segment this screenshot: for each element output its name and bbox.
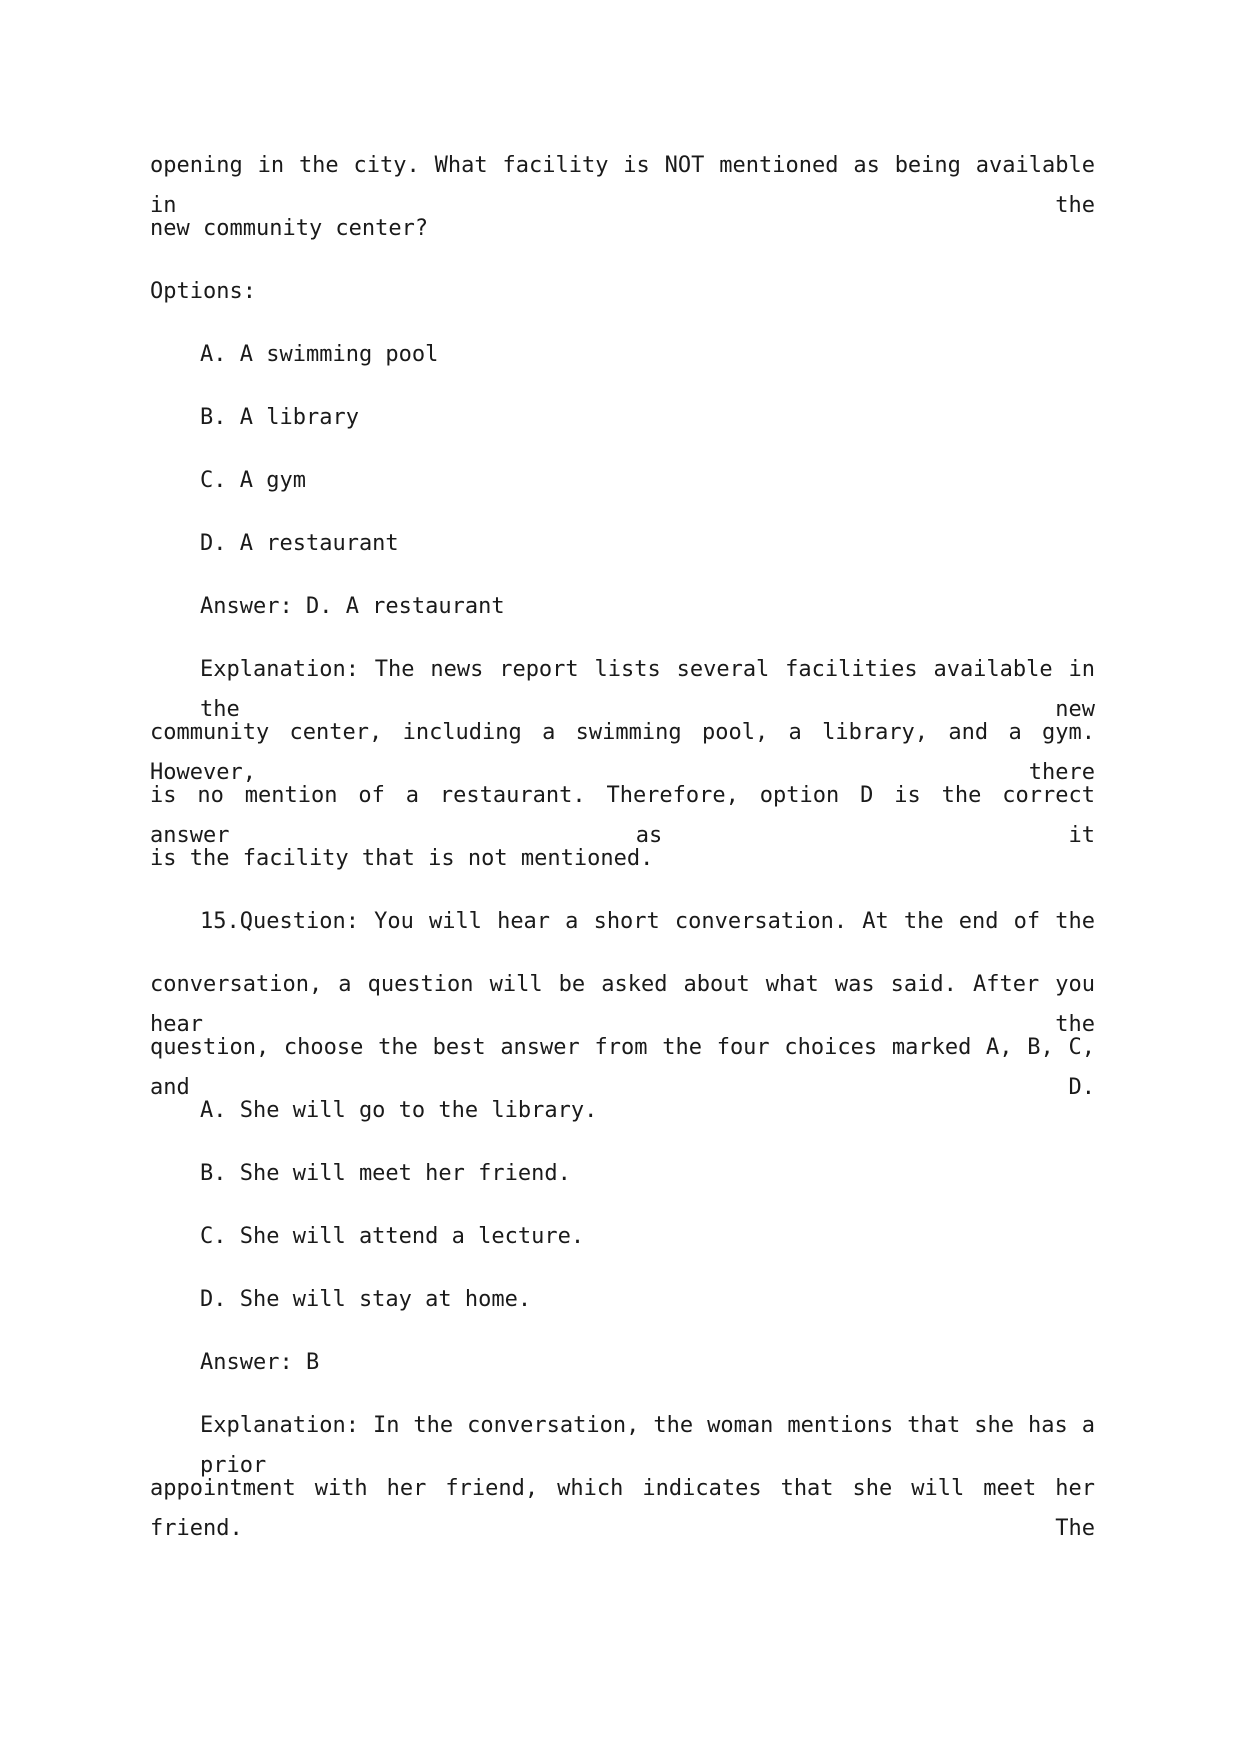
option-a: A. She will go to the library. <box>200 1098 598 1123</box>
explanation-line: Explanation: In the conversation, the woman mentions that she has a prior <box>200 1413 1095 1478</box>
explanation-line: Explanation: The news report lists several facilities available in the new <box>200 657 1095 722</box>
explanation-line: is the facility that is not mentioned. <box>150 846 654 871</box>
answer-text: Answer: D. A restaurant <box>200 594 505 619</box>
option-b: B. She will meet her friend. <box>200 1161 571 1186</box>
question-14-text-line: opening in the city. What facility is NOT mentioned as being available in the <box>150 153 1095 218</box>
question-15-line: 15.Question: You will hear a short conversation. At the end of the <box>200 909 1095 934</box>
explanation-line: appointment with her friend, which indicates that she will meet her friend. The <box>150 1476 1095 1541</box>
option-c: C. A gym <box>200 468 306 493</box>
options-label: Options: <box>150 279 256 304</box>
question-15-line: conversation, a question will be asked about what was said. After you hear the <box>150 972 1095 1037</box>
option-d: D. A restaurant <box>200 531 399 556</box>
option-a: A. A swimming pool <box>200 342 439 367</box>
option-c: C. She will attend a lecture. <box>200 1224 585 1249</box>
answer-text: Answer: B <box>200 1350 320 1375</box>
question-14-text-line: new community center? <box>150 216 429 241</box>
question-15-line: question, choose the best answer from the four choices marked A, B, C, and D. <box>150 1035 1095 1100</box>
option-b: B. A library <box>200 405 359 430</box>
option-d: D. She will stay at home. <box>200 1287 532 1312</box>
explanation-line: is no mention of a restaurant. Therefore, option D is the correct answer as it <box>150 783 1095 848</box>
explanation-line: community center, including a swimming pool, a library, and a gym. However, there <box>150 720 1095 785</box>
